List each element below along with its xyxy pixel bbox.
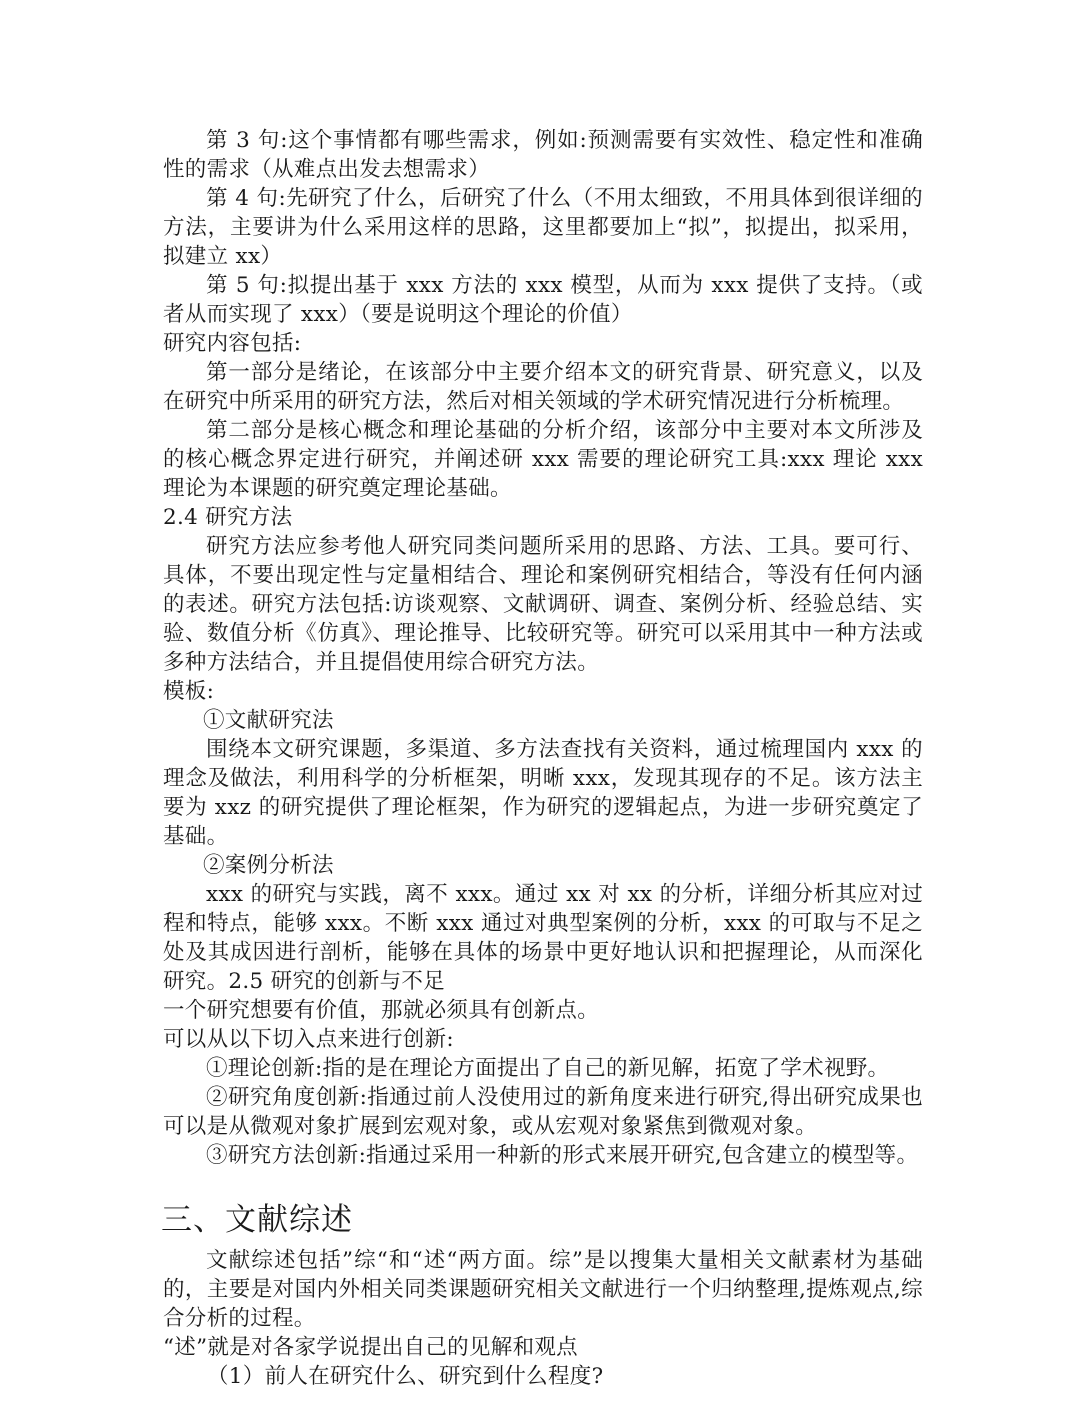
paragraph-review-desc: 文献综述包括”综“和“述“两方面。综”是以搜集大量相关文献素材为基础的，主要是对国内外相关同类课题研究相关文献进行一个归纳整理,提炼观点,综合分析的过程。 [163, 1248, 923, 1331]
document-body-top [163, 126, 923, 1170]
paragraph-sentence3: 第 3 句:这个事情都有哪些需求，例如:预测需要有实效性、稳定性和准确性的需求（从难点出发去想需求） [163, 128, 923, 182]
section-heading-literature-review: 三、文献综述 [161, 1202, 353, 1238]
paragraph-content-label: 研究内容包括: [163, 331, 302, 356]
paragraph-template-label: 模板: [163, 679, 215, 704]
paragraph-innovation-intro: 一个研究想要有价值，那就必须具有创新点。 [163, 998, 600, 1023]
paragraph-innovation2: ②研究角度创新:指通过前人没使用过的新角度来进行研究,得出研究成果也可以是从微观对象扩展到宏观对象，或从宏观对象紧焦到微观对象。 [163, 1085, 923, 1139]
paragraph-innovation-entry: 可以从以下切入点来进行创新: [163, 1027, 454, 1052]
paragraph-innovation1: ①理论创新:指的是在理论方面提出了自己的新见解，拓宽了学术视野。 [206, 1056, 890, 1081]
paragraph-method1-body: 围绕本文研究课题，多渠道、多方法查找有关资料，通过梳理国内 xxx 的理念及做法，利用科学的分析框架，明晰 xxx，发现其现存的不足。该方法主要为 xxz 的研究提供了理论框架，作为研究的逻辑起点，为进一步研究奠定了基础。 [163, 737, 923, 849]
paragraph-review-q1: （1）前人在研究什么、研究到什么程度? [207, 1364, 604, 1389]
paragraph-sentence4: 第 4 句:先研究了什么，后研究了什么（不用太细致，不用具体到很详细的方法，主要讲为什么采用这样的思路，这里都要加上“拟”，拟提出，拟采用，拟建立 xx） [163, 186, 923, 269]
document-page [163, 126, 923, 1391]
paragraph-method1-title: ①文献研究法 [203, 708, 334, 733]
document-body-bottom [163, 1246, 923, 1391]
paragraph-methods-desc: 研究方法应参考他人研究同类问题所采用的思路、方法、工具。要可行、具体，不要出现定性与定量相结合、理论和案例研究相结合，等没有任何内涵的表述。研究方法包括:访谈观察、文献调研、调查、案例分析、经验总结、实验、数值分析《仿真》、理论推导、比较研究等。研究可以采用其中一种方法或多种方法结合，并且提倡使用综合研究方法。 [163, 534, 923, 675]
paragraph-method2-title: ②案例分析法 [203, 853, 334, 878]
paragraph-part1: 第一部分是绪论，在该部分中主要介绍本文的研究背景、研究意义，以及在研究中所采用的研究方法，然后对相关领域的学术研究情况进行分析梳理。 [163, 360, 923, 414]
paragraph-review-shu: “述”就是对各家学说提出自己的见解和观点 [163, 1335, 578, 1360]
paragraph-part2: 第二部分是核心概念和理论基础的分析介绍，该部分中主要对本文所涉及的核心概念界定进行研究，并阐述研 xxx 需要的理论研究工具:xxx 理论 xxx 理论为本课题的研究奠定理论基础。 [163, 418, 923, 501]
paragraph-sentence5: 第 5 句:拟提出基于 xxx 方法的 xxx 模型，从而为 xxx 提供了支持。（或者从而实现了 xxx）（要是说明这个理论的价值） [163, 273, 923, 327]
paragraph-method2-body: xxx 的研究与实践，离不 xxx。通过 xx 对 xx 的分析，详细分析其应对过程和特点，能够 xxx。不断 xxx 通过对典型案例的分析，xxx 的可取与不足之处及其成因进行剖析，能够在具体的场景中更好地认识和把握理论，从而深化研究。2.5 研究的创新与不足 [163, 882, 923, 994]
paragraph-heading-2-4: 2.4 研究方法 [163, 505, 293, 530]
paragraph-innovation3: ③研究方法创新:指通过采用一种新的形式来展开研究,包含建立的模型等。 [206, 1143, 919, 1168]
